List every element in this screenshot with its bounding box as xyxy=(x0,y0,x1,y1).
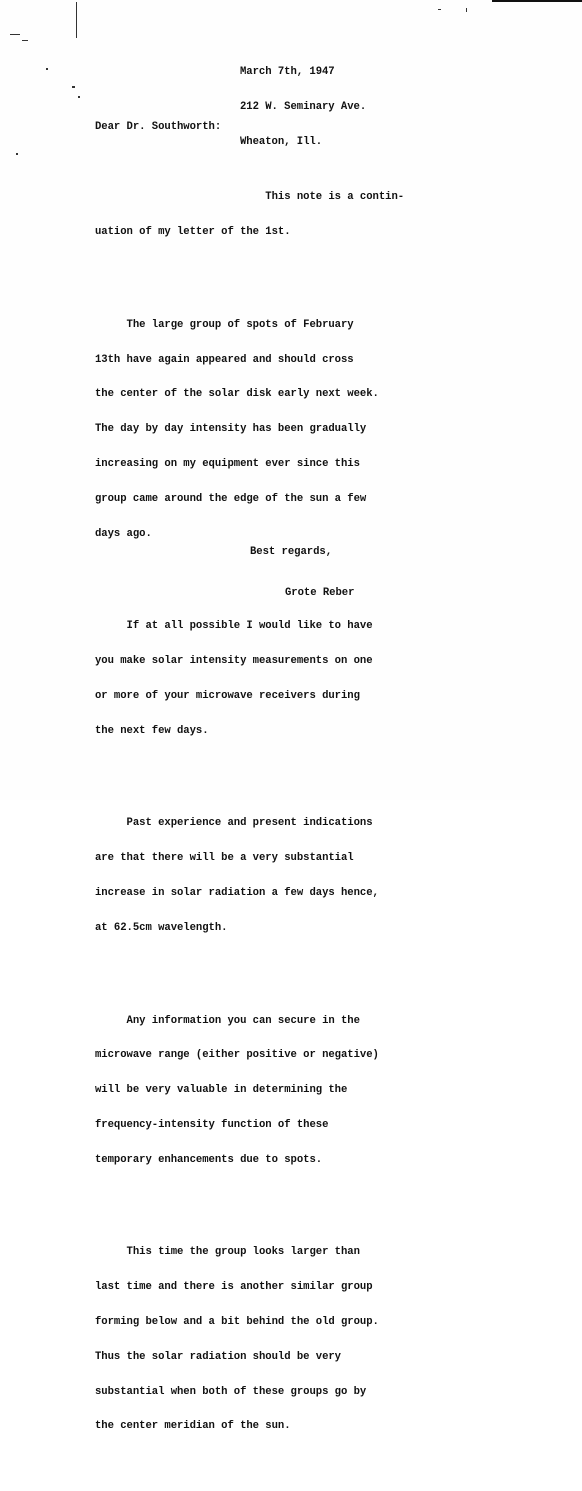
body-line: increase in solar radiation a few days hence, xyxy=(95,887,379,899)
body-line: the center of the solar disk early next week. xyxy=(95,388,379,401)
body-line: This note is a contin- xyxy=(95,191,405,204)
body-line: substantial when both of these groups go by xyxy=(95,1385,367,1398)
scan-speck xyxy=(438,9,441,10)
body-line: you make solar intensity measurements on one xyxy=(95,655,373,668)
letter-date: March 7th, 1947 xyxy=(240,66,335,79)
body-line: group came around the edge of the sun a few xyxy=(95,492,367,505)
scan-speck xyxy=(46,68,48,70)
salutation: Dear Dr. Southworth: xyxy=(95,121,222,133)
body-line: last time and there is another similar group xyxy=(95,1281,373,1294)
body-line: will be very valuable in determining the xyxy=(95,1084,348,1097)
body-line: uation of my letter of the 1st. xyxy=(95,226,291,239)
scan-edge-mark xyxy=(492,0,582,2)
scan-speck xyxy=(22,40,28,41)
scan-speck xyxy=(72,86,75,88)
scan-speck xyxy=(10,34,20,35)
paragraph-3 xyxy=(95,598,515,760)
paragraph-1 xyxy=(95,169,515,262)
paragraph-5 xyxy=(95,992,515,1189)
scan-speck xyxy=(78,96,80,98)
body-line: This time the group looks larger than xyxy=(95,1246,360,1259)
body-line: The day by day intensity has been gradually xyxy=(95,423,367,436)
body-line: microwave range (either positive or negative) xyxy=(95,1049,379,1062)
body-line: frequency-intensity function of these xyxy=(95,1118,329,1131)
body-line: 13th have again appeared and should cross xyxy=(95,353,354,366)
scan-speck xyxy=(76,2,77,38)
body-line: Past experience and present indications xyxy=(95,817,373,830)
body-line: temporary enhancements due to spots. xyxy=(95,1153,323,1166)
signature: Grote Reber xyxy=(285,587,355,599)
body-line: are that there will be a very substantial xyxy=(95,852,354,865)
body-line: Any information you can secure in the xyxy=(95,1014,360,1027)
body-line: or more of your microwave receivers during xyxy=(95,689,360,702)
body-line: forming below and a bit behind the old group. xyxy=(95,1315,379,1328)
paragraph-4 xyxy=(95,795,515,957)
body-line: the next few days. xyxy=(95,724,209,737)
body-line: increasing on my equipment ever since this xyxy=(95,458,360,471)
address-city: Wheaton, Ill. xyxy=(240,135,322,148)
body-line: The large group of spots of February xyxy=(95,318,354,331)
closing: Best regards, xyxy=(250,546,332,558)
body-line: at 62.5cm wavelength. xyxy=(95,921,228,934)
body-line: Thus the solar radiation should be very xyxy=(95,1350,341,1363)
scan-speck xyxy=(16,153,18,155)
address-street: 212 W. Seminary Ave. xyxy=(240,100,367,113)
body-line: If at all possible I would like to have xyxy=(95,620,373,633)
letter-body xyxy=(95,146,515,1491)
paragraph-2 xyxy=(95,297,515,564)
scan-speck xyxy=(466,8,467,12)
paragraph-6 xyxy=(95,1224,515,1456)
body-line: the center meridian of the sun. xyxy=(95,1420,291,1433)
body-line: days ago. xyxy=(95,527,152,540)
